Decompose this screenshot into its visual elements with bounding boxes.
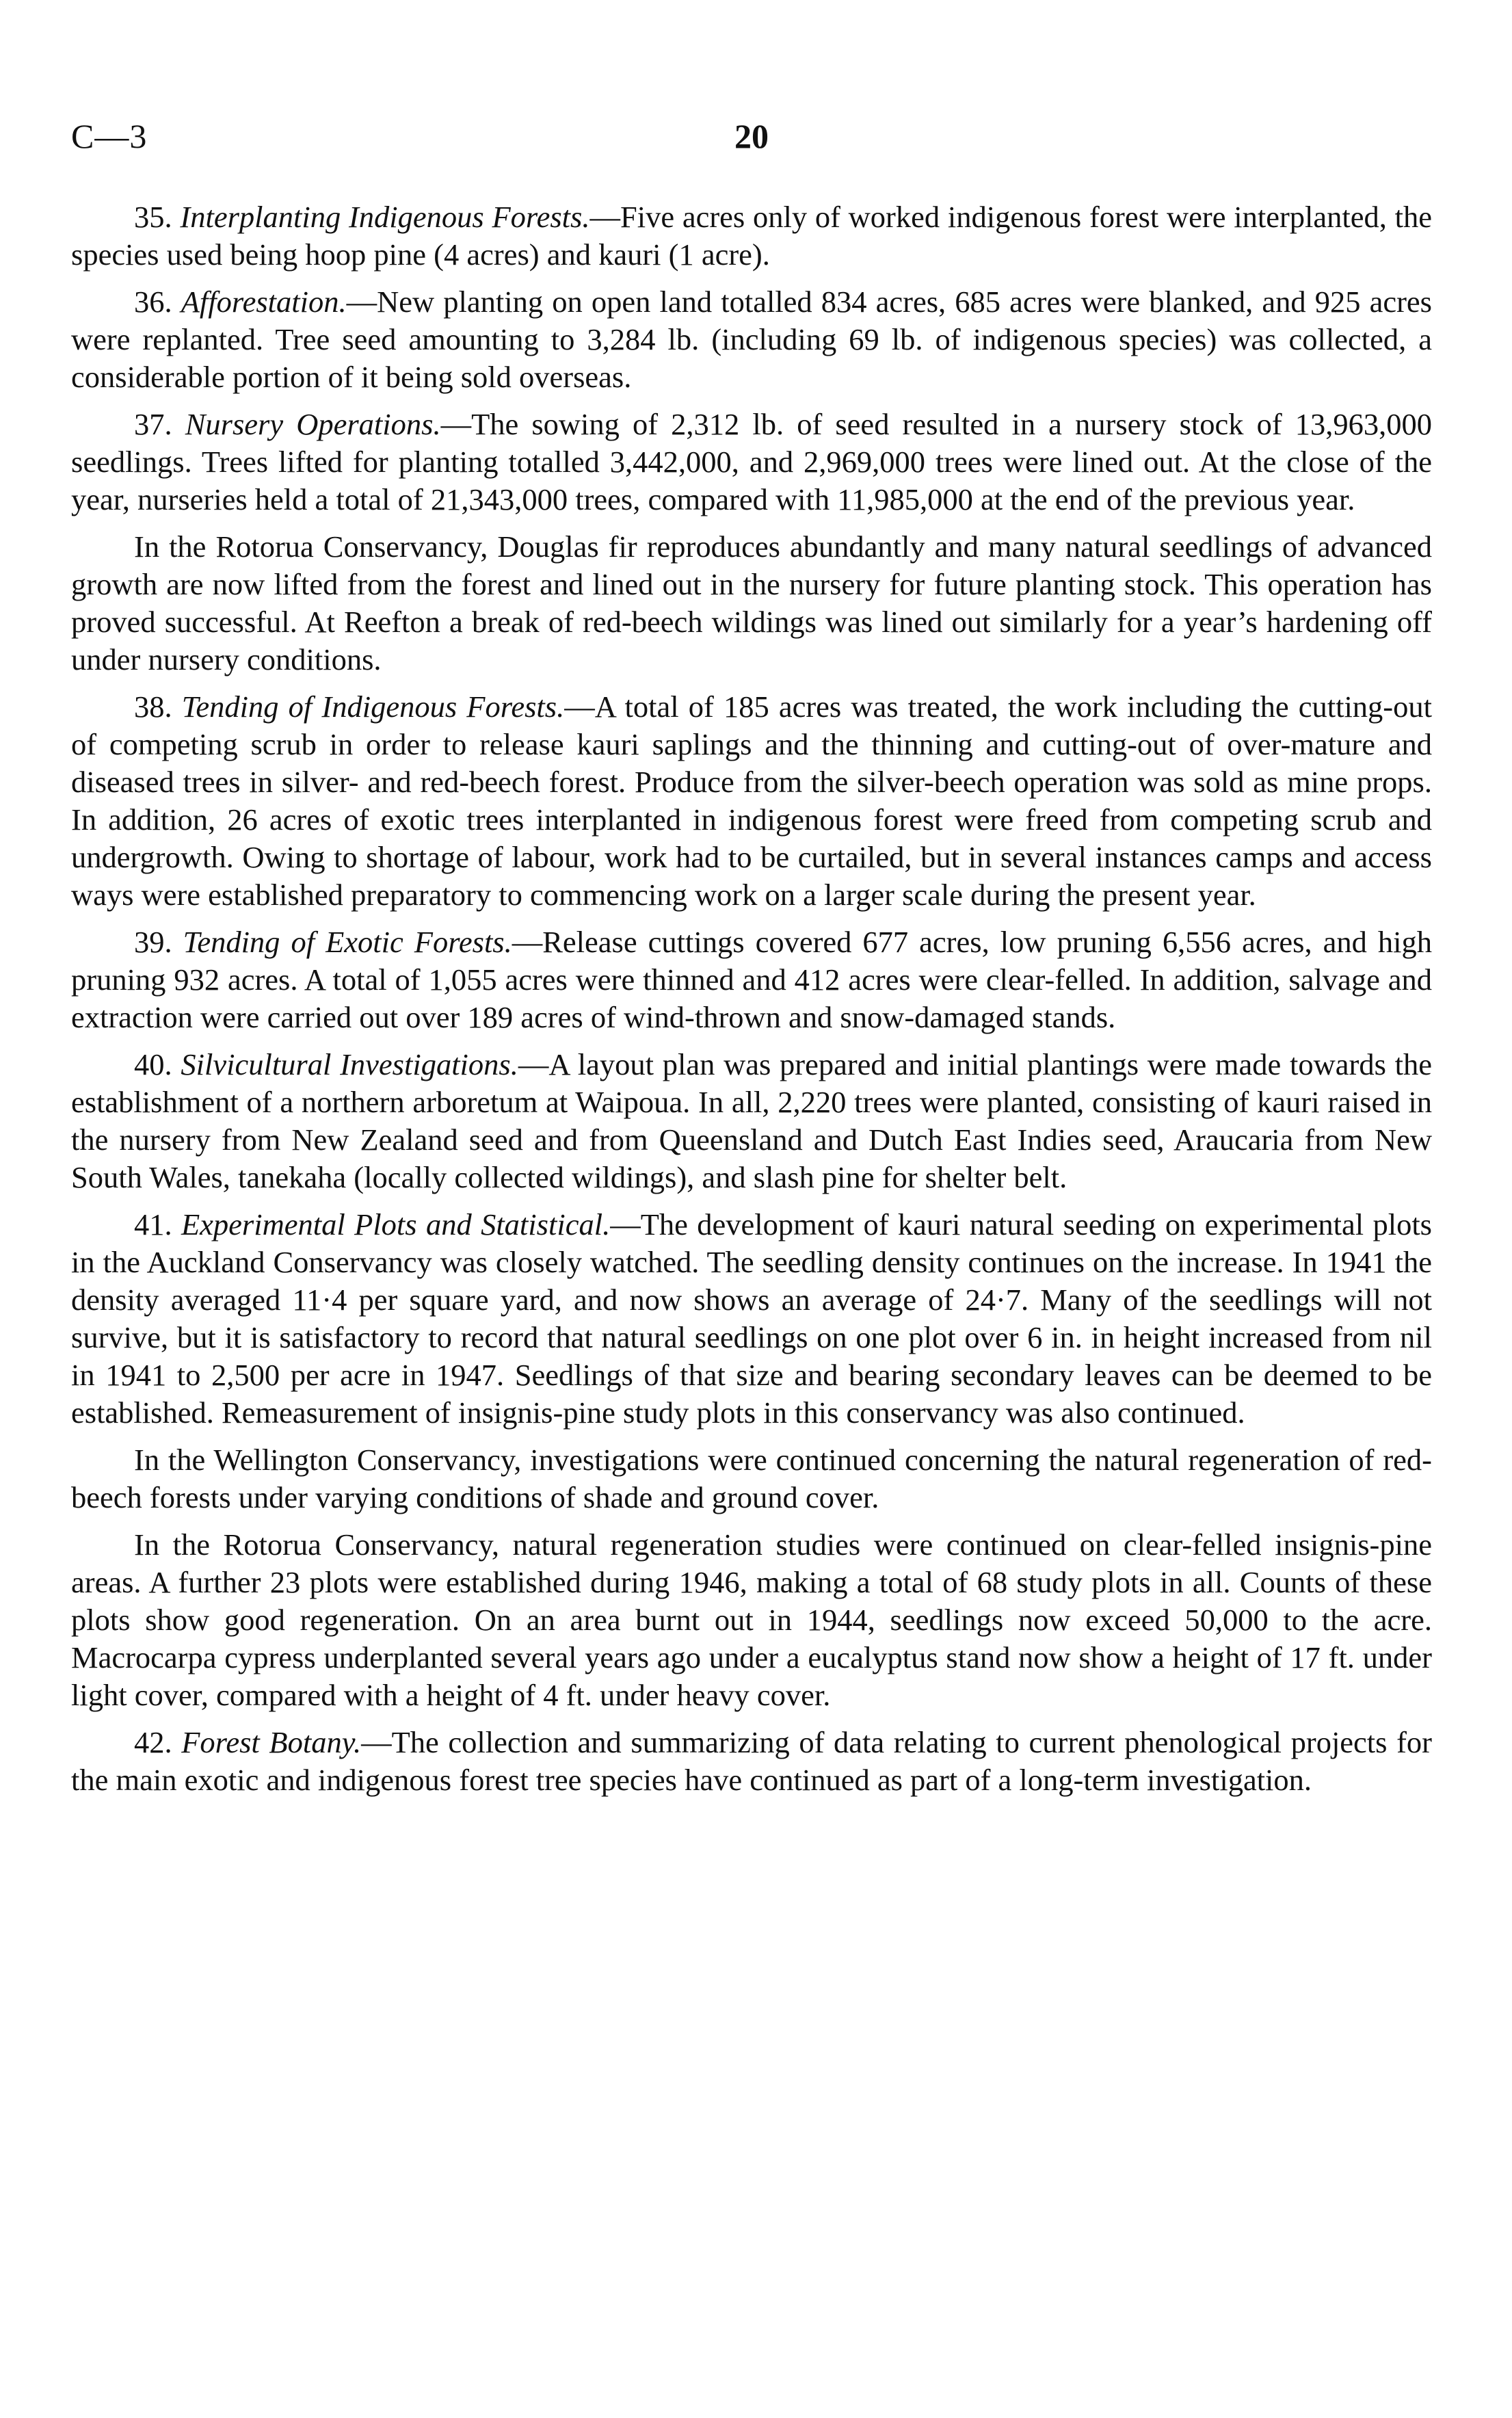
paragraph-rotorua-nursery — [71, 528, 1432, 679]
section-heading: Interplanting Indigenous Forests. — [180, 200, 590, 234]
body-text — [71, 198, 1432, 1809]
paragraph-text: —Five acres only of worked indigenous forest were interplanted, the species used being hoop pine (4 acres) and kauri (1 acre). — [71, 200, 1432, 272]
paragraph-41 — [71, 1206, 1432, 1432]
paragraph-text: —Release cuttings covered 677 acres, low pruning 6,556 acres, and high pruning 932 acres. A total of 1,055 acres were thinned and 412 acres were clear-felled. In addition, salvage and extraction were carried out over 189 acres of wind-thrown and snow-damaged stands. — [71, 925, 1433, 1034]
paragraph-text: In the Wellington Conservancy, investigations were continued concerning the natural regeneration of red-beech forests under varying conditions of shade and ground cover. — [71, 1443, 1432, 1514]
page-number: 20 — [734, 117, 769, 155]
section-number: 41. — [134, 1207, 172, 1241]
section-heading: Tending of Indigenous Forests. — [181, 689, 565, 724]
page-header — [71, 116, 1432, 171]
section-heading: Experimental Plots and Statistical. — [181, 1207, 611, 1241]
section-heading: Nursery Operations. — [185, 407, 441, 441]
paragraph-39 — [71, 923, 1432, 1036]
section-number: 39. — [134, 925, 172, 959]
paragraph-text: —A total of 185 acres was treated, the work including the cutting-out of competing scrub in order to release kauri saplings and the thinning and cutting-out of over-mature and diseased trees in silver- and red-beech forest. Produce from the silver-beech operation was sold as mine props. In addition, 26 acres of exotic trees interplanted in indigenous forest were freed from competing scrub and undergrowth. Owing to shortage of labour, work had to be curtailed, but in several instances camps and access ways were established preparatory to commencing work on a larger scale during the present year. — [71, 689, 1432, 912]
paragraph-36 — [71, 283, 1432, 396]
document-code: C—3 — [71, 117, 148, 155]
paragraph-rotorua-regeneration — [71, 1526, 1432, 1714]
section-heading: Silvicultural Investigations. — [181, 1047, 518, 1081]
section-number: 42. — [134, 1725, 172, 1759]
section-number: 37. — [134, 407, 172, 441]
section-heading: Afforestation. — [181, 285, 347, 319]
paragraph-42 — [71, 1724, 1432, 1799]
section-heading: Tending of Exotic Forests. — [183, 925, 512, 959]
paragraph-text: —New planting on open land totalled 834 acres, 685 acres were blanked, and 925 acres were replanted. Tree seed amounting to 3,284 lb. (including 69 lb. of indigenous species) was collected, a considerable portion of it being sold overseas. — [71, 285, 1433, 394]
section-number: 40. — [134, 1047, 172, 1081]
section-number: 35. — [134, 200, 172, 234]
paragraph-wellington — [71, 1441, 1432, 1516]
paragraph-text: In the Rotorua Conservancy, natural regeneration studies were continued on clear-felled insignis-pine areas. A further 23 plots were established during 1946, making a total of 68 study plots in all. Counts of these plots show good regeneration. On an area burnt out in 1944, seedlings now exceed 50,000 to the acre. Macrocarpa cypress underplanted several years ago under a eucalyptus stand now show a height of 17 ft. under light cover, compared with a height of 4 ft. under heavy cover. — [71, 1527, 1432, 1712]
paragraph-text: —The sowing of 2,312 lb. of seed resulted in a nursery stock of 13,963,000 seedlings. Trees lifted for planting totalled 3,442,000, and 2,969,000 trees were lined out. At the close of the year, nurseries held a total of 21,343,000 trees, compared with 11,985,000 at the end of the previous year. — [71, 407, 1433, 516]
paragraph-text: In the Rotorua Conservancy, Douglas fir reproduces abundantly and many natural seedlings of advanced growth are now lifted from the forest and lined out in the nursery for future planting stock. This operation has proved successful. At Reefton a break of red-beech wildings was lined out similarly for a year’s hardening off under nursery conditions. — [71, 529, 1432, 676]
section-number: 36. — [134, 285, 172, 319]
paragraph-35 — [71, 198, 1432, 274]
paragraph-text: —The collection and summarizing of data relating to current phenological projects for the main exotic and indigenous forest tree species have continued as part of a long-term investigation. — [71, 1725, 1432, 1797]
paragraph-38 — [71, 688, 1432, 914]
paragraph-text: —The development of kauri natural seeding on experimental plots in the Auckland Conservancy was closely watched. The seedling density continues on the increase. In 1941 the density averaged 11·4 per square yard, and now shows an average of 24·7. Many of the seedlings will not survive, but it is satisfactory to record that natural seedlings on one plot over 6 in. in height increased from nil in 1941 to 2,500 per acre in 1947. Seedlings of that size and bearing secondary leaves can be deemed to be established. Remeasurement of insignis-pine study plots in this conservancy was also continued. — [71, 1207, 1432, 1430]
paragraph-40 — [71, 1046, 1432, 1196]
paragraph-text: —A layout plan was prepared and initial plantings were made towards the establishment of a northern arboretum at Waipoua. In all, 2,220 trees were planted, consisting of kauri raised in the nursery from New Zealand seed and from Queensland and Dutch East Indies seed, Araucaria from New South Wales, tanekaha (locally collected wildings), and slash pine for shelter belt. — [71, 1047, 1432, 1194]
section-heading: Forest Botany. — [181, 1725, 362, 1759]
paragraph-37 — [71, 406, 1432, 518]
section-number: 38. — [134, 689, 172, 724]
